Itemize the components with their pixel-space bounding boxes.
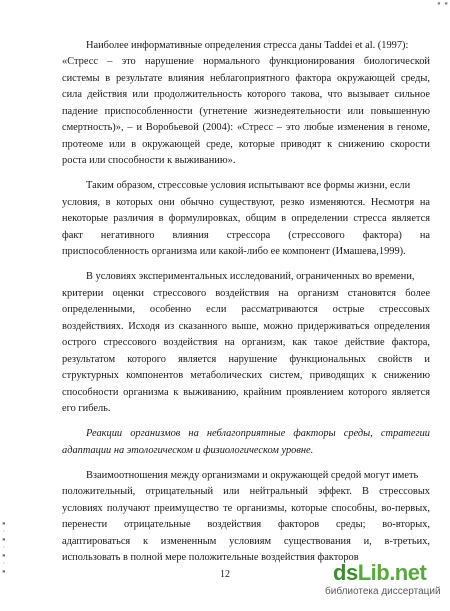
text-line: факт негативного влияния стрессора (стрессового фактора) на [62,230,430,241]
dslib-logo: dsLib.net [333,560,427,585]
text-line: «Стресс – это нарушение нормального функционирования биологической [62,56,430,67]
text-line: способности организма к выживанию, крайним проявлением которого является [62,387,430,398]
text-line: приспособленность организма или какой-либо ее компонент (Имашева,1999). [62,246,406,257]
text-line: падение приспособленности (угнетение жизнедеятельности или повышенную [62,106,430,117]
section-heading-line: адаптации на этологическом и физиологическом уровне. [62,445,314,456]
text-line: условиях получают преимущество те организмы, которые способны, во-первых, [62,503,430,514]
text-line: результатом которого является нарушение функциональных свойств и [62,354,430,365]
text-line: роста или способности к выживанию». [62,155,236,166]
page-number: 12 [220,569,230,580]
section-heading-line: Реакции организмов на неблагоприятные факторы среды, стратегии [86,428,430,439]
text-line: сила действия или продолжительность которого такова, что вызывает сильное [62,89,430,100]
text-line: его гибель. [62,403,111,414]
text-line: критерии оценки стрессового воздействия на организм становятся более [62,288,430,299]
text-line: условия, в которых они обычно существуют, резко изменяются. Несмотря на [62,197,430,208]
text-line: адаптироваться к измененным условиям существования и, в-третьих, [62,536,430,547]
text-line: перенести отрицательные воздействия факторов среды; во-вторых, [62,519,430,530]
text-line: положительный, отрицательный или нейтральный эффект. В стрессовых [62,486,430,497]
text-line: В условиях экспериментальных исследований, ограниченных во времени, [86,271,415,282]
text-line: системы в результате влияния неблагоприятного фактора окружающей среды, [62,73,430,84]
text-line: острого стрессового воздействия на организм, как такое действие фактора, [62,337,430,348]
text-line: использовать в полной мере положительные воздействия факторов [62,552,359,563]
scan-margin-marks: ▪ · ▪ · ▪ · ▪ [2,520,6,575]
text-line: Таким образом, стрессовые условия испытывают все формы жизни, если [86,180,411,191]
watermark-caption: библиотека диссертаций [325,586,441,597]
text-line: некоторые различия в формулировках, общим в определении стресса является [62,213,430,224]
text-line: Взаимоотношения между организмами и окружающей средой могут иметь [86,470,419,481]
text-line: структурных компонентов метаболических систем, приводящих к снижению [62,370,430,381]
text-line: определенными, особенно если рассматриваются острые стрессовых [62,304,430,315]
text-line: смертность)», – и Воробьевой (2004): «Стресс – это любые изменения в геноме, [62,122,430,133]
text-line: Наиболее информативные определения стресса даны Taddei et al. (1997): [86,40,409,51]
watermark [325,560,447,604]
text-line: воздействиях. Исходя из сказанного выше, можно придерживаться определения [62,321,430,332]
scan-corner-mark: ▪ ▪ [437,0,448,7]
text-line: протеоме или в окружающей среде, которые приводят к снижению скорости [62,139,430,150]
